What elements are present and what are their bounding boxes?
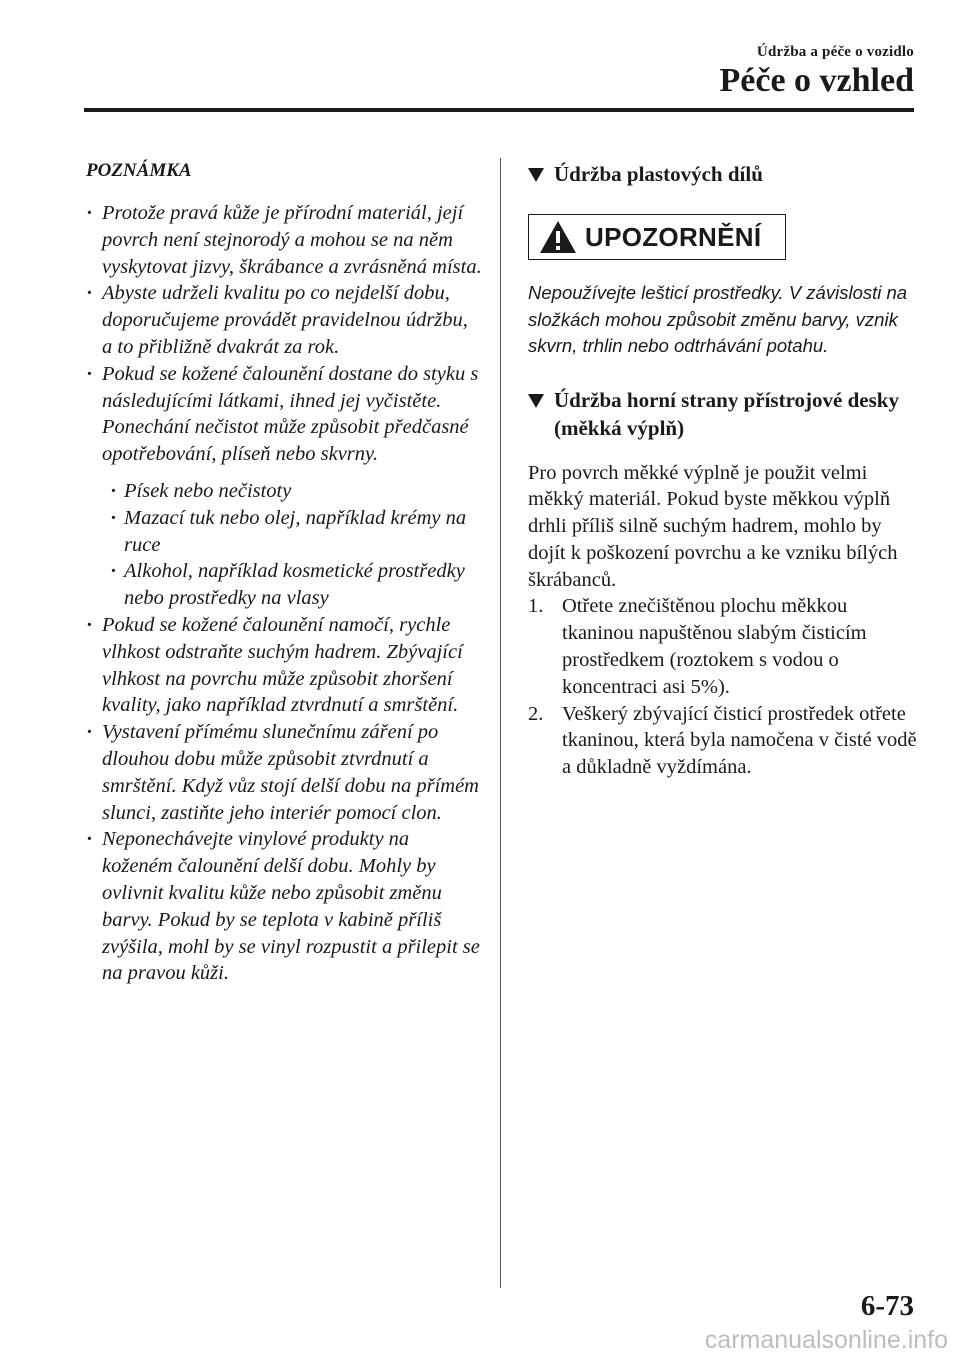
note-sub-list (102, 478, 483, 612)
step-item (528, 593, 918, 700)
note-item-text-continued: Ponechání nečistot může způsobit předčasné opotřebování, plíseň nebo skvrny. (102, 416, 469, 466)
note-item-text: · Protože pravá kůže je přírodní materiál, její povrch není stejnorodý a mohou se na něm vyskytovat jizvy, škrábance a zvrásněná místa. (102, 202, 482, 278)
section-heading-plastic-parts (528, 160, 918, 188)
step-number: 2. (528, 702, 544, 725)
page-title: Péče o vzhled (719, 62, 914, 99)
triangle-down-icon (528, 394, 544, 408)
note-item (78, 719, 483, 826)
header-section-name: Údržba a péče o vozidlo (756, 44, 914, 60)
note-item (78, 200, 483, 280)
column-divider (500, 158, 501, 1288)
warning-box (528, 214, 786, 260)
step-text: Otřete znečištěnou plochu měkkou tkaninou napuštěnou slabým čisticím prostředkem (roztokem s vodou o koncentraci asi 5%). (562, 595, 867, 698)
step-item (528, 701, 918, 781)
section-heading-text: Údržba horní strany přístrojové desky (měkká výplň) (554, 387, 899, 440)
note-item (78, 280, 483, 360)
section-heading-text: Údržba plastových dílů (554, 162, 763, 186)
warning-label: UPOZORNĚNÍ (585, 221, 762, 252)
note-list (78, 200, 483, 987)
step-text: Veškerý zbývající čisticí prostředek otřete tkaninou, která byla namočena v čisté vodě a důkladně vyždímána. (562, 702, 917, 779)
warning-icon (539, 220, 577, 254)
steps-list (528, 593, 918, 781)
section-heading-dashboard (528, 386, 918, 442)
note-item-text: · Pokud se kožené čalounění dostane do styku s následujícími látkami, ihned jej vyčistěte. (102, 362, 479, 412)
right-column (528, 160, 918, 781)
note-item-text: · Pokud se kožené čalounění namočí, rychle vlhkost odstraňte suchým hadrem. Zbývající vlhkost na povrchu může způsobit zhoršení kvality, jako například ztvrdnutí a smrštění. (102, 613, 463, 717)
page-number: 6-73 (860, 1290, 914, 1322)
note-item (78, 826, 483, 987)
note-item-text: · Neponechávejte vinylové produkty na koženém čalounění delší dobu. Mohly by ovlivnit kvalitu kůže nebo způsobit změnu barvy. Pokud by se teplota v kabině příliš zvýšila, mohl by se vinyl rozpustit a přilepit se na pravou kůži. (102, 828, 480, 985)
step-number: 1. (528, 595, 544, 618)
watermark: carmanualsonline.info (704, 1326, 948, 1354)
note-title: POZNÁMKA (86, 160, 192, 181)
triangle-down-icon (528, 168, 544, 182)
header-rule (84, 108, 914, 112)
note-item (78, 612, 483, 719)
note-sub-item: · Mazací tuk nebo olej, například krémy na ruce (102, 505, 483, 559)
note-item (78, 361, 483, 612)
note-sub-item: · Alkohol, například kosmetické prostředky nebo prostředky na vlasy (102, 558, 483, 612)
warning-text: Nepoužívejte lešticí prostředky. V závislosti na složkách mohou způsobit změnu barvy, vznik skvrn, trhlin nebo odtrhávání potahu. (528, 282, 908, 356)
body-paragraph: Pro povrch měkké výplně je použit velmi měkký materiál. Pokud byste měkkou výplň drhli příliš silně suchým hadrem, mohlo by dojít k poškození povrchu a ke vzniku bílých škrábanců. (528, 461, 898, 591)
left-column (78, 160, 483, 987)
note-item-text: · Abyste udrželi kvalitu po co nejdelší dobu, doporučujeme provádět pravidelnou údržbu, a to přibližně dvakrát za rok. (102, 282, 468, 358)
note-item-text: · Vystavení přímému slunečnímu záření po dlouhou dobu může způsobit ztvrdnutí a smrštění. Když vůz stojí delší dobu na přímém slunci, zastiňte jeho interiér pomocí clon. (102, 721, 479, 824)
note-sub-item: · Písek nebo nečistoty (102, 478, 483, 505)
